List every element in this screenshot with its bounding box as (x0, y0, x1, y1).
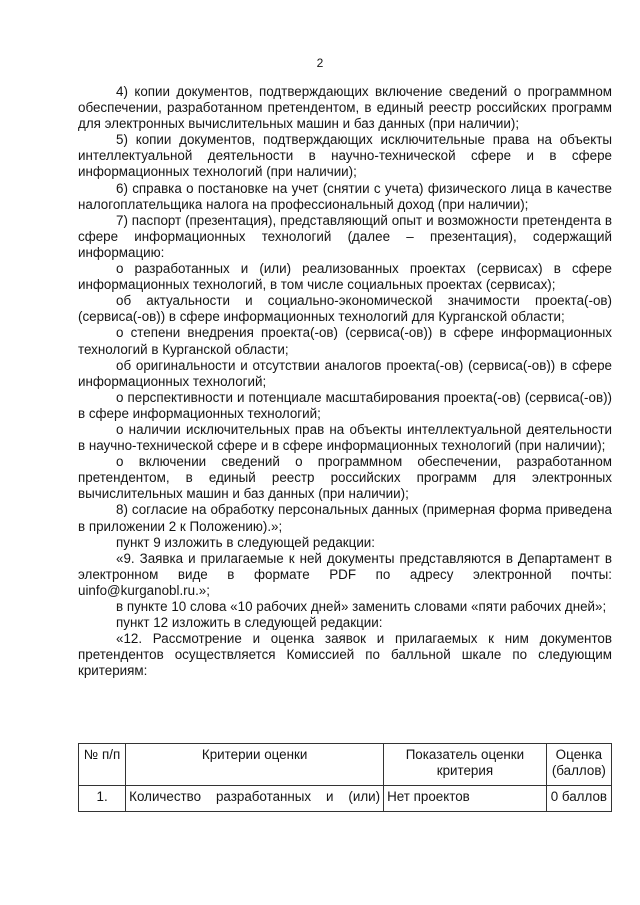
header-criteria: Критерии оценки (126, 744, 384, 786)
cell-indicator: Нет проектов (384, 786, 547, 812)
paragraph: 7) паспорт (презентация), представляющий опыт и возможности претендента в сфере информационных технологий (далее – презентация), содержащий информацию: (78, 212, 612, 260)
cell-number: 1. (79, 786, 126, 812)
cell-score: 0 баллов (546, 786, 611, 812)
paragraph: пункт 12 изложить в следующей редакции: (116, 615, 383, 631)
paragraph: 5) копии документов, подтверждающих исключительные права на объекты интеллектуальной деятельности в научно-технической сфере и в сфере информационных технологий (при наличии); (78, 132, 612, 180)
paragraph: о наличии исключительных прав на объекты интеллектуальной деятельности в научно-технической сфере и в сфере информационных технологий (при наличии); (78, 421, 612, 454)
page-number: 2 (316, 56, 324, 70)
criteria-table (78, 743, 612, 812)
paragraph: 6) справка о постановке на учет (снятии с учета) физического лица в качестве налогоплательщика налога на профессиональный доход (при наличии); (78, 180, 612, 212)
header-indicator: Показатель оценки критерия (384, 744, 547, 786)
table-row (79, 786, 612, 812)
cell-criterion: Количество разработанных и (или) (126, 786, 384, 812)
paragraph: об оригинальности и отсутствии аналогов проекта(-ов) (сервиса(-ов)) в сфере информационных технологий; (78, 357, 612, 389)
paragraph: в пункте 10 слова «10 рабочих дней» заменить словами «пяти рабочих дней»; (116, 599, 607, 614)
paragraph: об актуальности и социально-экономической значимости проекта(-ов) (сервиса(-ов)) в сфере информационных технологий для Курганской области; (78, 293, 612, 325)
paragraph: пункт 9 изложить в следующей редакции: (116, 534, 375, 550)
paragraph: о разработанных и (или) реализованных проектах (сервисах) в сфере информационных технологий, в том числе социальных проектах (сервисах); (78, 261, 612, 293)
paragraph: 8) согласие на обработку персональных данных (примерная форма приведена в приложении 2 к Положению).»; (78, 502, 612, 534)
paragraph: «12. Рассмотрение и оценка заявок и прилагаемых к ним документов претендентов осуществляется Комиссией по балльной шкале по следующим критериям: (78, 631, 612, 679)
paragraph: о степени внедрения проекта(-ов) (сервиса(-ов)) в сфере информационных технологий в Курганской области; (78, 325, 612, 357)
table-header-row (79, 744, 612, 786)
paragraph: 4) копии документов, подтверждающих включение сведений о программном обеспечении, разработанном претендентом, в единый реестр российских программ для электронных вычислительных машин и баз данных (при наличии); (78, 84, 612, 132)
document-body (78, 84, 612, 679)
header-score: Оценка (баллов) (546, 744, 611, 786)
paragraph: «9. Заявка и прилагаемые к ней документы представляются в Департамент в электронном виде в формате PDF по адресу электронной почты: uinfo@kurganobl.ru.»; (78, 550, 612, 598)
header-number: № п/п (79, 744, 126, 786)
paragraph: о перспективности и потенциале масштабирования проекта(-ов) (сервиса(-ов)) в сфере информационных технологий; (78, 389, 612, 421)
paragraph: о включении сведений о программном обеспечении, разработанном претендентом, в единый реестр российских программ для электронных вычислительных машин и баз данных (при наличии); (78, 454, 612, 502)
